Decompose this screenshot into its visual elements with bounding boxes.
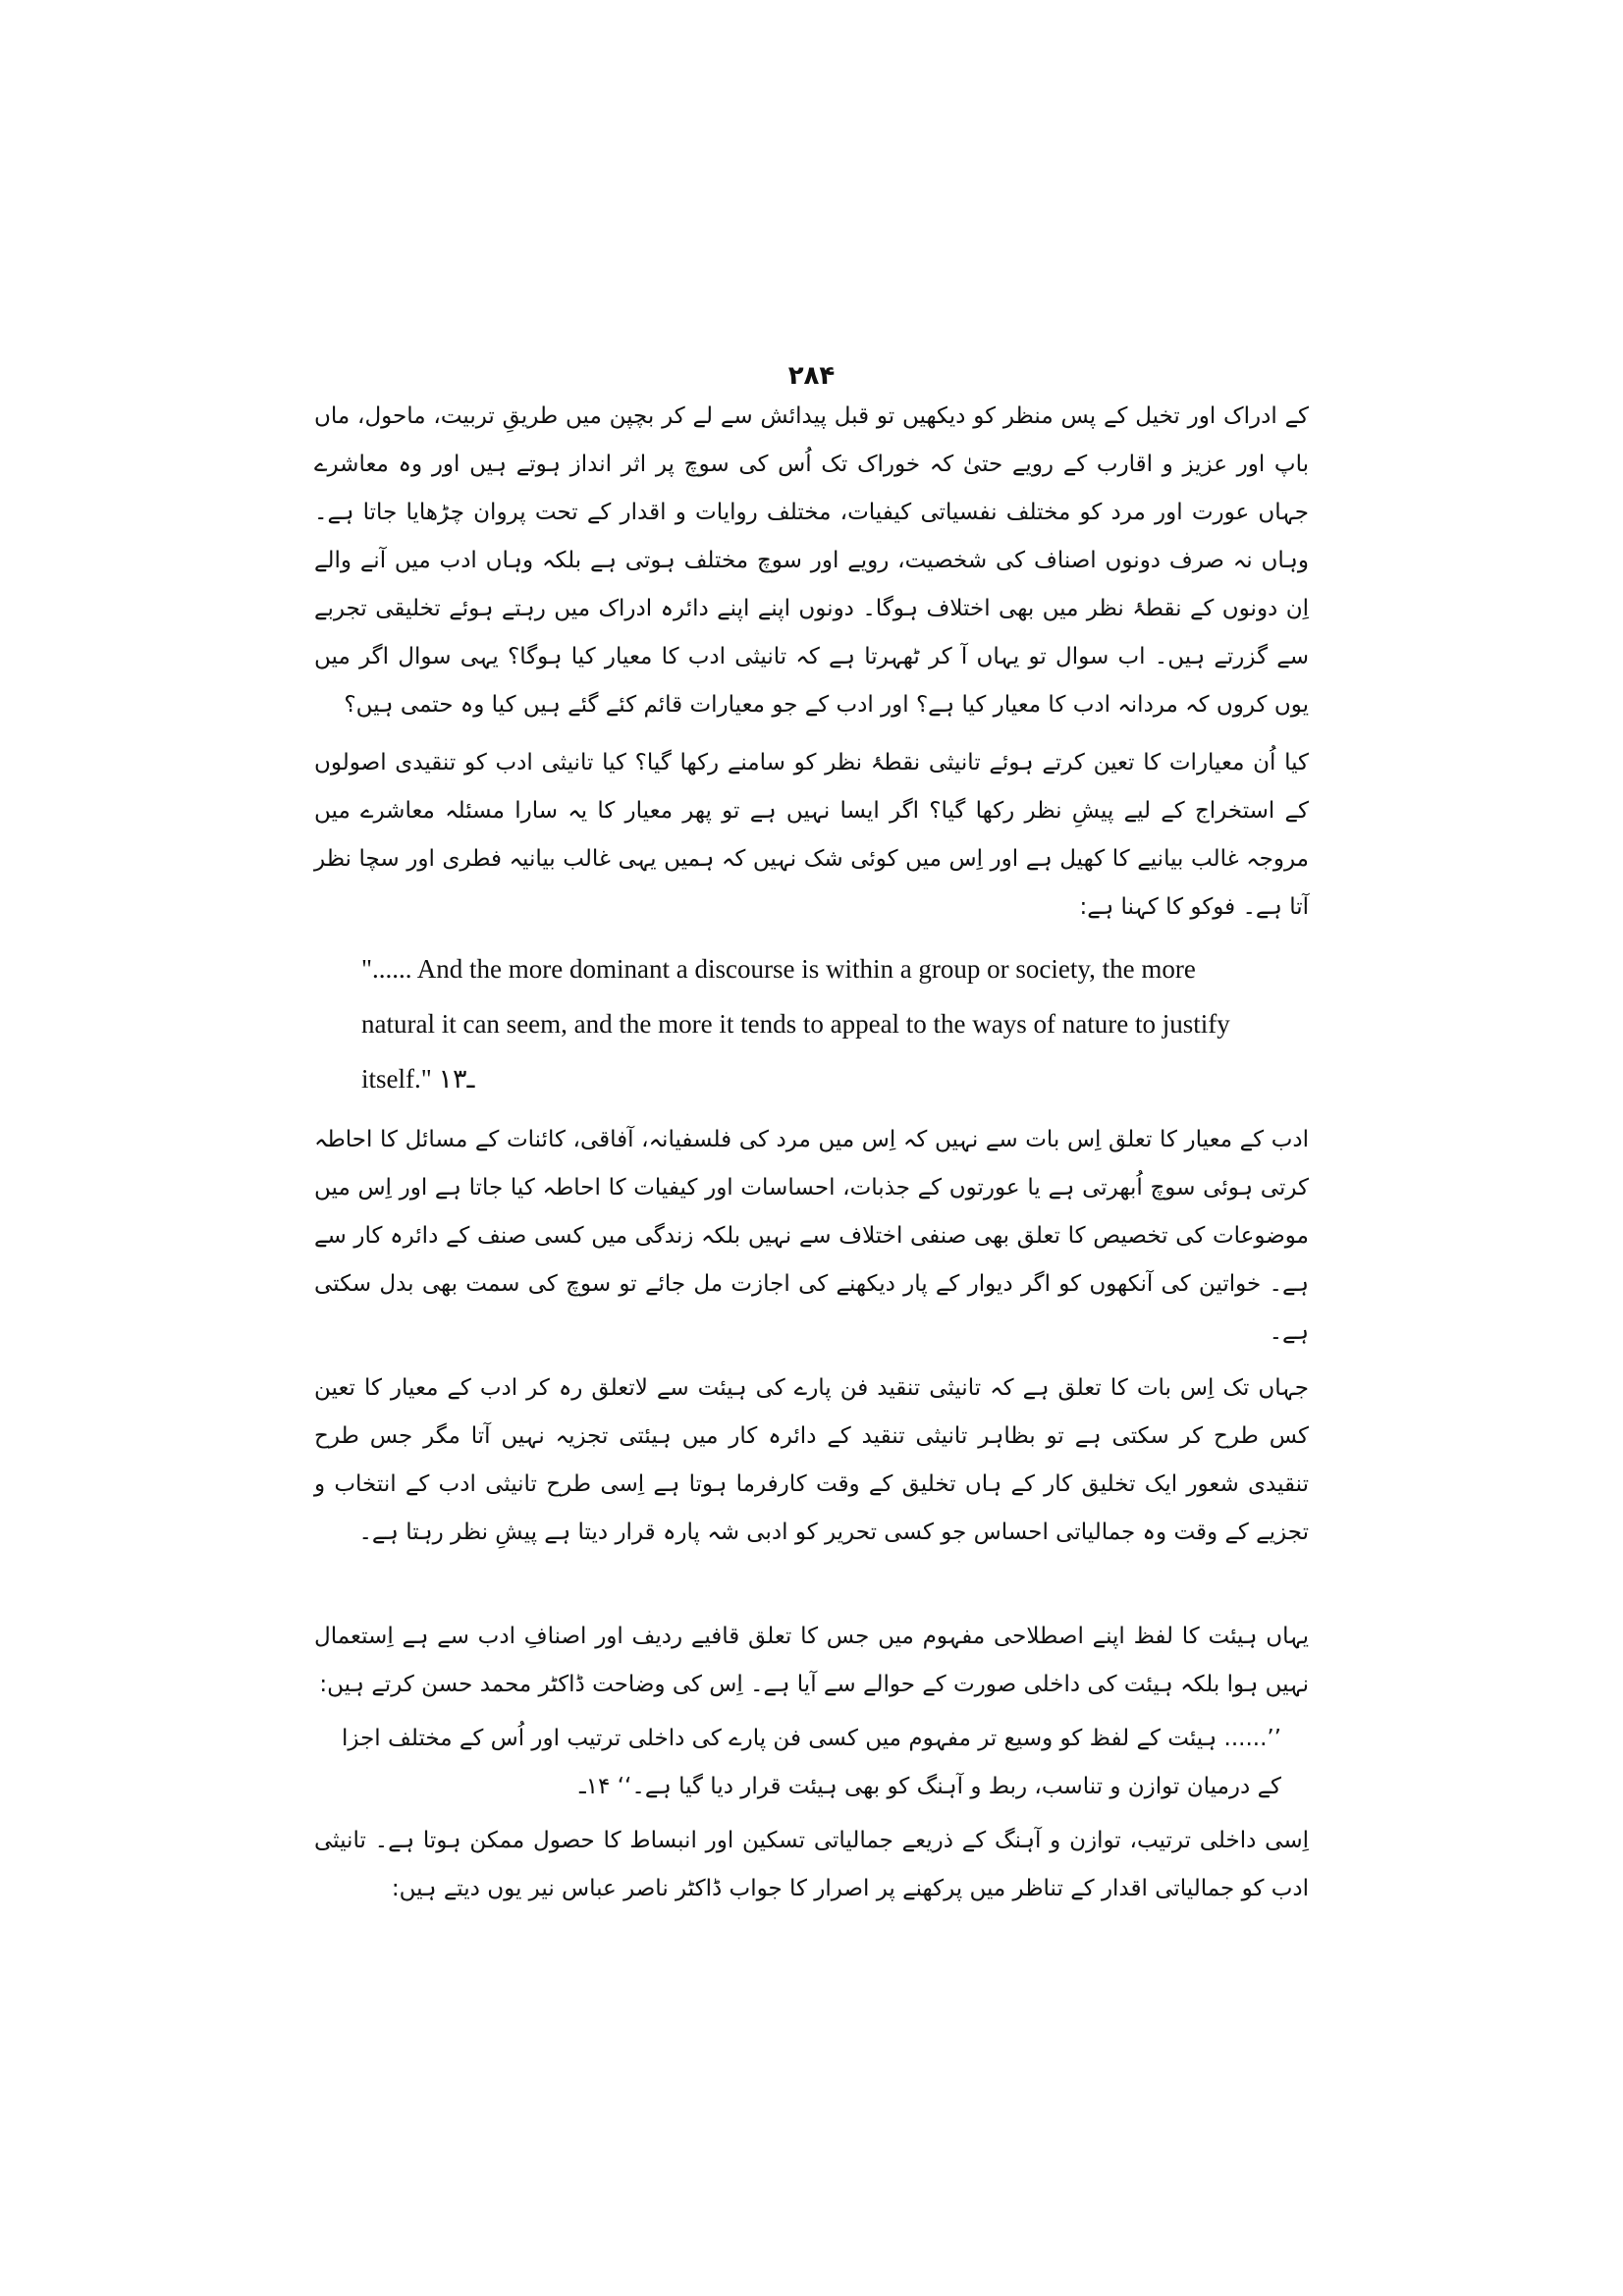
paragraph-1: کے ادراک اور تخیل کے پس منظر کو دیکھیں تو قبل پیدائش سے لے کر بچپن میں طریقِ تربیت، ماحول، ماں باپ اور عزیز و اقارب کے رویے حتیٰ کہ خوراک تک اُس کی سوچ پر اثر انداز ہوتے ہیں اور وہ معاشرے جہاں عورت اور مرد کو مختلف نفسیاتی کیفیات، مختلف روایات و اقدار کے تحت پروان چڑھایا جاتا ہے۔ وہاں نہ صرف دونوں اصناف کی شخصیت، رویے اور سوچ مختلف ہوتی ہے بلکہ وہاں ادب میں آنے والے اِن دونوں کے نقطۂ نظر میں بھی اختلاف ہوگا۔ دونوں اپنے اپنے دائرہ ادراک میں رہتے ہوئے تخلیقی تجربے سے گزرتے ہیں۔ اب سوال تو یہاں آ کر ٹھہرتا ہے کہ تانیثی ادب کا معیار کیا ہوگا؟ یہی سوال اگر میں یوں کروں کہ مردانہ ادب کا معیار کیا ہے؟ اور ادب کے جو معیارات قائم کئے گئے ہیں کیا وہ حتمی ہیں؟	[314, 403, 1309, 718]
paragraph-6: اِسی داخلی ترتیب، توازن و آہنگ کے ذریعے جمالیاتی تسکین اور انبساط کا حصول ممکن ہوتا ہے۔ تانیثی ادب کو جمالیاتی اقدار کے تناظر میں پرکھنے پر اصرار کا جواب ڈاکٹر ناصر عباس نیر یوں دیتے ہیں:	[314, 1828, 1309, 1901]
urdu-quote: ’’...... ہیئت کے لفظ کو وسیع تر مفہوم میں کسی فن پارے کی داخلی ترتیب اور اُس کے مختلف اجزا کے درمیان توازن و تناسب، ربط و آہنگ کو بھی ہیئت قرار دیا گیا ہے۔‘‘ ۱۴ـ	[342, 1726, 1281, 1799]
paragraph-2: کیا اُن معیارات کا تعین کرتے ہوئے تانیثی نقطۂ نظر کو سامنے رکھا گیا؟ کیا تانیثی ادب کو تنقیدی اصولوں کے استخراج کے لیے پیشِ نظر رکھا گیا؟ اگر ایسا نہیں ہے تو پھر معیار کا یہ سارا مسئلہ معاشرے میں مروجہ غالب بیانیے کا کھیل ہے اور اِس میں کوئی شک نہیں کہ ہمیں یہی غالب بیانیہ فطری اور سچا نظر آتا ہے۔ فوکو کا کہنا ہے:	[314, 750, 1309, 920]
page-body	[314, 393, 1309, 1913]
english-quote: "...... And the more dominant a discourse is within a group or society, the more natural it can seem, and the more it tends to appeal to the ways of nature to justify itself." ۱۳ـ	[361, 954, 1230, 1094]
paragraph-3: ادب کے معیار کا تعلق اِس بات سے نہیں کہ اِس میں مرد کی فلسفیانہ، آفاقی، کائنات کے مسائل کا احاطہ کرتی ہوئی سوچ اُبھرتی ہے یا عورتوں کے جذبات، احساسات اور کیفیات کا احاطہ کیا جاتا ہے اور اِس میں موضوعات کی تخصیص کا تعلق بھی صنفی اختلاف سے نہیں بلکہ زندگی میں کسی صنف کے دائرہ کار سے ہے۔ خواتین کی آنکھوں کو اگر دیوار کے پار دیکھنے کی اجازت مل جائے تو سوچ کی سمت بھی بدل سکتی ہے۔	[314, 1127, 1309, 1345]
paragraph-4: جہاں تک اِس بات کا تعلق ہے کہ تانیثی تنقید فن پارے کی ہیئت سے لاتعلق رہ کر ادب کے معیار کا تعین کس طرح کر سکتی ہے تو بظاہر تانیثی تنقید کے دائرہ کار میں ہیئتی تجزیہ نہیں آتا مگر جس طرح تنقیدی شعور ایک تخلیق کار کے ہاں تخلیق کے وقت کارفرما ہوتا ہے اِسی طرح تانیثی ادب کے انتخاب و تجزیے کے وقت وہ جمالیاتی احساس جو کسی تحریر کو ادبی شہ پارہ قرار دیتا ہے پیشِ نظر رہتا ہے۔	[314, 1375, 1309, 1545]
paragraph-5: یہاں ہیئت کا لفظ اپنے اصطلاحی مفہوم میں جس کا تعلق قافیے ردیف اور اصنافِ ادب سے ہے اِستعمال نہیں ہوا بلکہ ہیئت کی داخلی صورت کے حوالے سے آیا ہے۔ اِس کی وضاحت ڈاکٹر محمد حسن کرتے ہیں:	[314, 1624, 1309, 1697]
page-number: ۲۸۴	[787, 361, 836, 391]
